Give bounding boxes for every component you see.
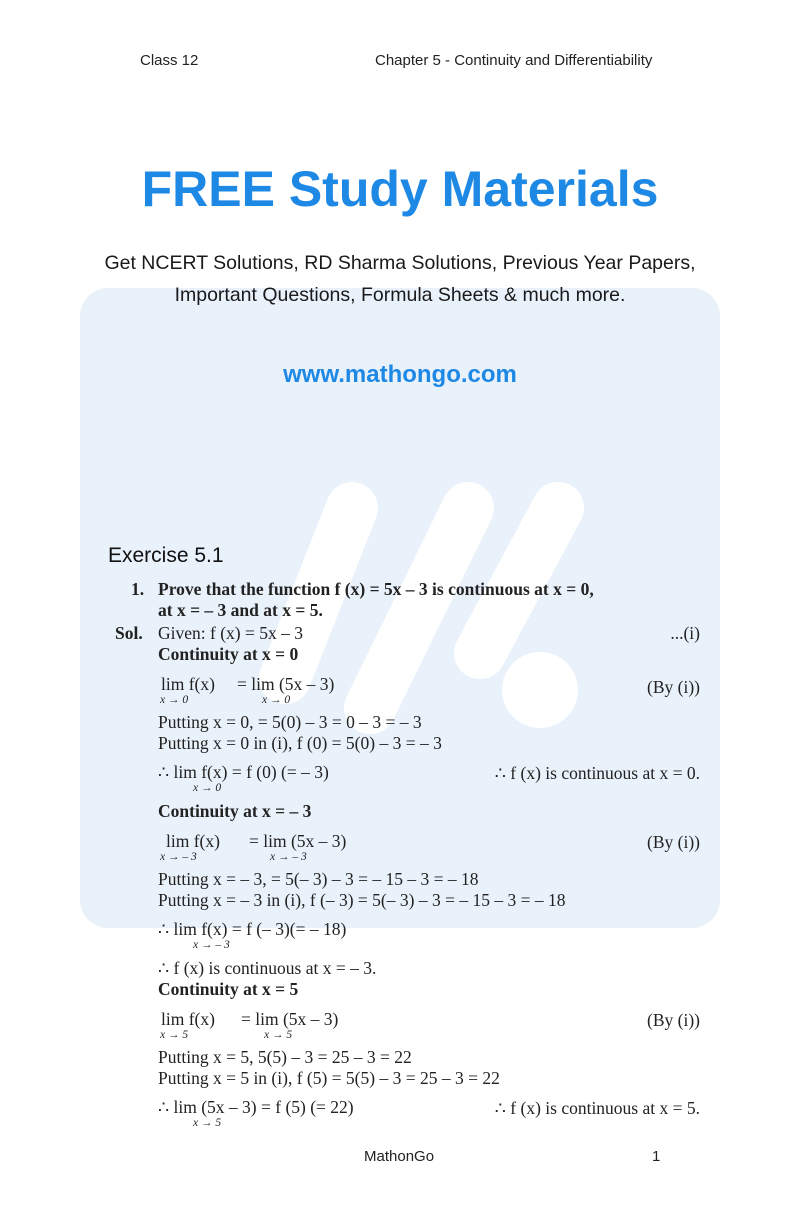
limit-left-minus3: lim f(x)	[166, 831, 220, 851]
limit-right-0: = lim (5x – 3)	[237, 674, 335, 694]
question-number: 1.	[131, 579, 145, 599]
page-number: 1	[652, 1148, 661, 1165]
continuity-5-heading: Continuity at x = 5	[158, 979, 299, 999]
putting-5-line-2: Putting x = 5 in (i), f (5) = 5(5) – 3 = 25 – 3 = 22	[158, 1068, 500, 1088]
putting-0-line-2: Putting x = 0 in (i), f (0) = 5(0) – 3 = – 3	[158, 733, 442, 753]
question-line-1: Prove that the function f (x) = 5x – 3 is continuous at x = 0,	[158, 579, 594, 599]
promo-line-2: Important Questions, Formula Sheets & much more.	[174, 284, 626, 306]
limit-left-0: lim f(x)	[161, 674, 215, 694]
conclusion-minus3-limit: ∴ lim f(x) = f (– 3)(= – 18)	[158, 919, 347, 939]
limit-right-minus3: = lim (5x – 3)	[249, 831, 347, 851]
limit-left-0-sub: x → 0	[160, 694, 189, 706]
website-link[interactable]: www.mathongo.com	[283, 361, 517, 388]
footer-brand: MathonGo	[364, 1148, 435, 1165]
by-ref-0: (By (i))	[647, 677, 700, 697]
conclusion-0-sub: x → 0	[193, 782, 222, 794]
promo-title: FREE Study Materials	[141, 161, 659, 217]
conclusion-0-limit: ∴ lim f(x) = f (0) (= – 3)	[158, 762, 329, 782]
putting-minus3-line-2: Putting x = – 3 in (i), f (– 3) = 5(– 3) – 3 = – 15 – 3 = – 18	[158, 890, 566, 910]
given-ref: ...(i)	[670, 623, 700, 643]
limit-right-minus3-sub: x → – 3	[270, 851, 307, 863]
by-ref-minus3: (By (i))	[647, 832, 700, 852]
putting-5-line-1: Putting x = 5, 5(5) – 3 = 25 – 3 = 22	[158, 1047, 412, 1067]
conclusion-5-limit: ∴ lim (5x – 3) = f (5) (= 22)	[158, 1097, 354, 1117]
conclusion-5-result: ∴ f (x) is continuous at x = 5.	[494, 1098, 700, 1118]
exercise-heading: Exercise 5.1	[108, 544, 224, 567]
given-line: Given: f (x) = 5x – 3	[158, 623, 303, 643]
conclusion-5-sub: x → 5	[193, 1117, 222, 1129]
solution-label: Sol.	[115, 623, 143, 643]
limit-right-0-sub: x → 0	[262, 694, 291, 706]
question-line-2: at x = – 3 and at x = 5.	[158, 600, 323, 620]
limit-left-5-sub: x → 5	[160, 1029, 189, 1041]
limit-left-5: lim f(x)	[161, 1009, 215, 1029]
conclusion-0-result: ∴ f (x) is continuous at x = 0.	[494, 763, 700, 783]
putting-minus3-line-1: Putting x = – 3, = 5(– 3) – 3 = – 15 – 3 = – 18	[158, 869, 479, 889]
by-ref-5: (By (i))	[647, 1010, 700, 1030]
limit-right-5-sub: x → 5	[264, 1029, 293, 1041]
continuity-0-heading: Continuity at x = 0	[158, 644, 299, 664]
continuity-minus3-heading: Continuity at x = – 3	[158, 801, 312, 821]
putting-0-line-1: Putting x = 0, = 5(0) – 3 = 0 – 3 = – 3	[158, 712, 422, 732]
promo-line-1: Get NCERT Solutions, RD Sharma Solutions, Previous Year Papers,	[104, 252, 696, 274]
limit-left-minus3-sub: x → – 3	[160, 851, 197, 863]
header-class: Class 12	[140, 52, 199, 69]
header-chapter: Chapter 5 - Continuity and Differentiability	[375, 52, 653, 69]
conclusion-minus3-result: ∴ f (x) is continuous at x = – 3.	[158, 958, 377, 978]
conclusion-minus3-sub: x → – 3	[193, 939, 230, 951]
limit-right-5: = lim (5x – 3)	[241, 1009, 339, 1029]
